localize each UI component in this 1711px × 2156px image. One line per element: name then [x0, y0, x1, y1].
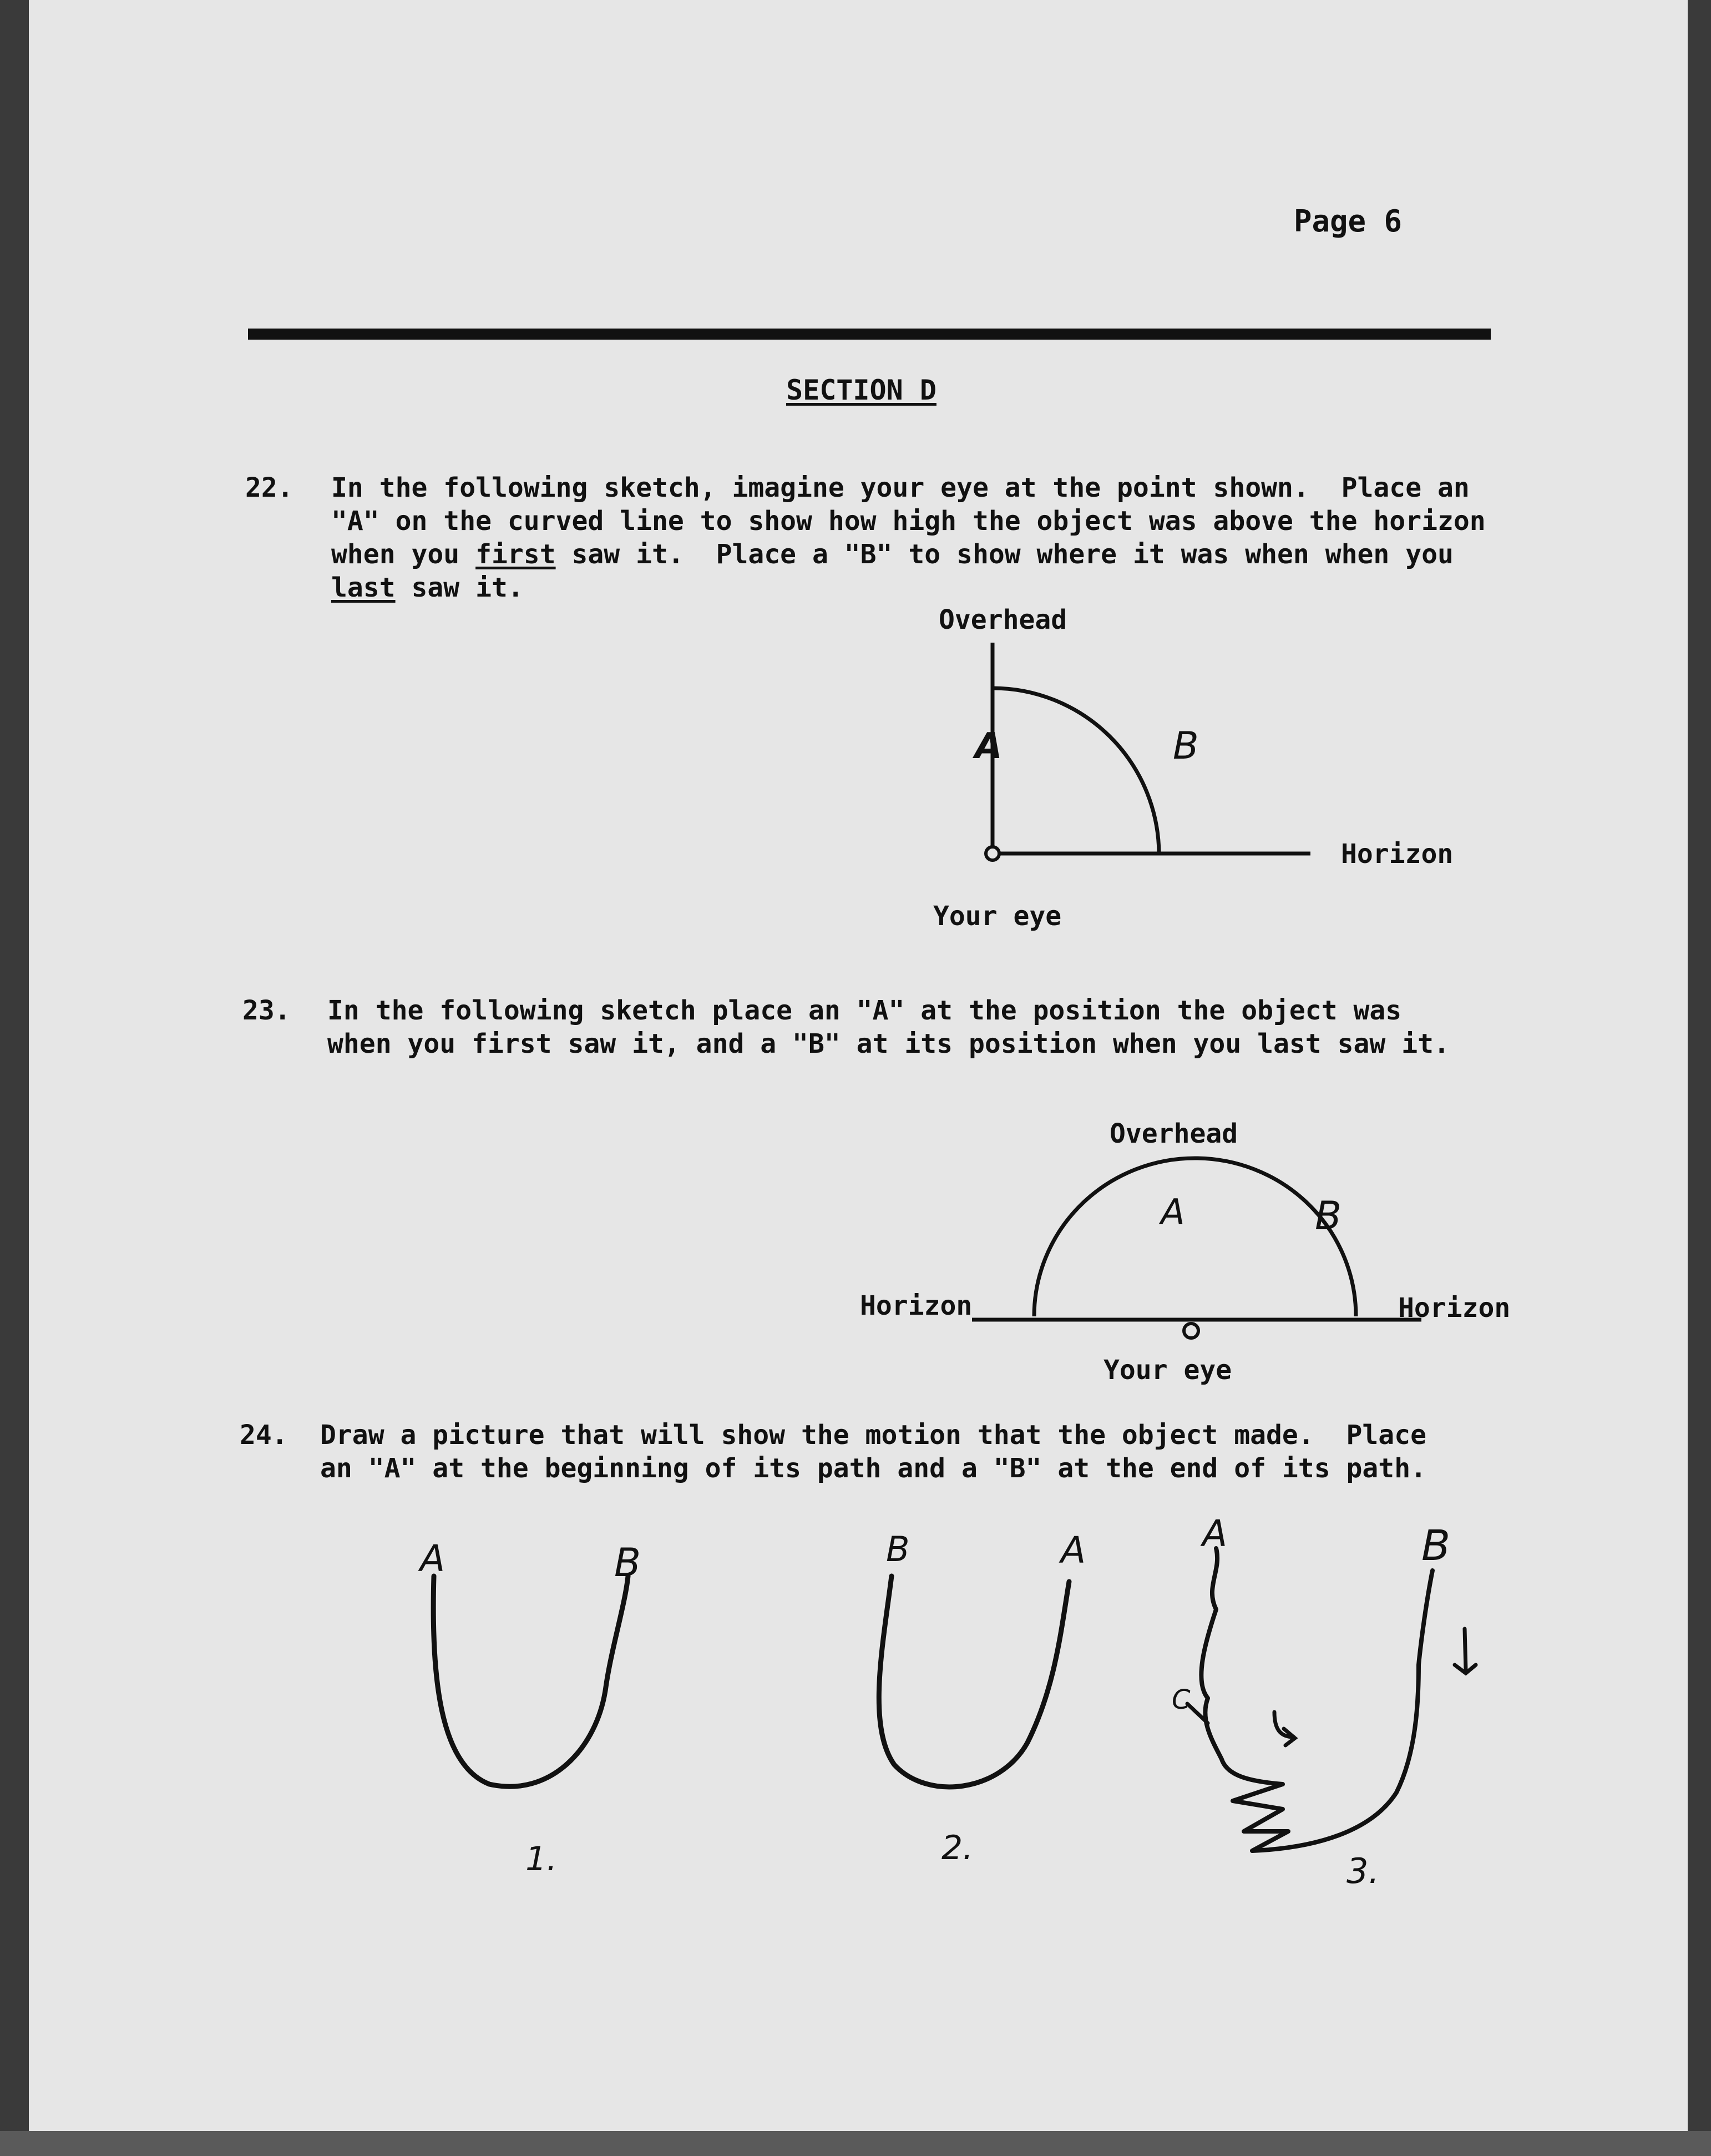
q22-line-3-post: saw it. Place a "B" to show where it was when when you: [555, 539, 1454, 570]
q22-emphasis-first: first: [475, 539, 556, 570]
drawing-1-number: 1.: [525, 1840, 558, 1879]
q23-handwritten-b: B: [1315, 1193, 1342, 1239]
drawing-2-number: 2.: [941, 1829, 974, 1867]
drawing-3-start-label: A: [1202, 1512, 1228, 1555]
q24-drawings: [29, 0, 1688, 2131]
q22-number: 22.: [245, 472, 293, 503]
drawing-2-start-label: B: [886, 1529, 910, 1569]
scan-border: [0, 2131, 1711, 2156]
q24-line-1: Draw a picture that will show the motion that the object made. Place: [320, 1420, 1426, 1451]
q23-number: 23.: [242, 995, 291, 1026]
q22-horizon-label: Horizon: [1341, 839, 1454, 870]
drawing-3-zigzag-path: [1201, 1548, 1432, 1851]
page-number: Page 6: [1294, 204, 1403, 239]
q23-overhead-label: Overhead: [1110, 1118, 1238, 1149]
q23-handwritten-a: A: [1161, 1192, 1185, 1233]
q22-line-3-pre: when you: [331, 539, 476, 570]
drawing-2-u-path: [879, 1576, 1069, 1787]
q23-line-2: when you first saw it, and a "B" at its position when you last saw it.: [327, 1028, 1450, 1059]
q22-line-4-post: saw it.: [395, 572, 524, 603]
drawing-1-end-label: B: [614, 1540, 641, 1586]
q22-line-2: "A" on the curved line to show how high the object was above the horizon: [331, 506, 1486, 537]
q22-your-eye-label: Your eye: [933, 901, 1062, 932]
drawing-3-arrow-down: [1274, 1712, 1295, 1745]
q22-handwritten-b: B: [1173, 724, 1199, 768]
q22-emphasis-last: last: [331, 572, 396, 603]
section-title: SECTION D: [786, 374, 937, 406]
q23-horizon-left-label: Horizon: [860, 1290, 973, 1321]
drawing-3-end-label: B: [1421, 1521, 1451, 1570]
q24-line-2: an "A" at the beginning of its path and a "B" at the end of its path.: [320, 1453, 1426, 1484]
drawing-1-u-path: [433, 1576, 628, 1786]
q24-number: 24.: [240, 1420, 288, 1451]
drawing-3-c-label: C: [1172, 1684, 1191, 1715]
document-page: [29, 0, 1688, 2131]
q23-horizon-right-label: Horizon: [1398, 1292, 1511, 1324]
drawing-3-number: 3.: [1346, 1851, 1380, 1891]
drawing-3-arrow-down-right: [1455, 1629, 1476, 1673]
q23-line-1: In the following sketch place an "A" at the position the object was: [327, 995, 1402, 1026]
q22-handwritten-a: A: [975, 726, 1003, 767]
drawing-1-start-label: A: [420, 1537, 446, 1580]
drawing-2-end-label: A: [1061, 1529, 1086, 1572]
q22-line-1: In the following sketch, imagine your eye at the point shown. Place an: [331, 472, 1470, 503]
q22-overhead-label: Overhead: [939, 604, 1067, 635]
q23-your-eye-label: Your eye: [1103, 1355, 1232, 1386]
